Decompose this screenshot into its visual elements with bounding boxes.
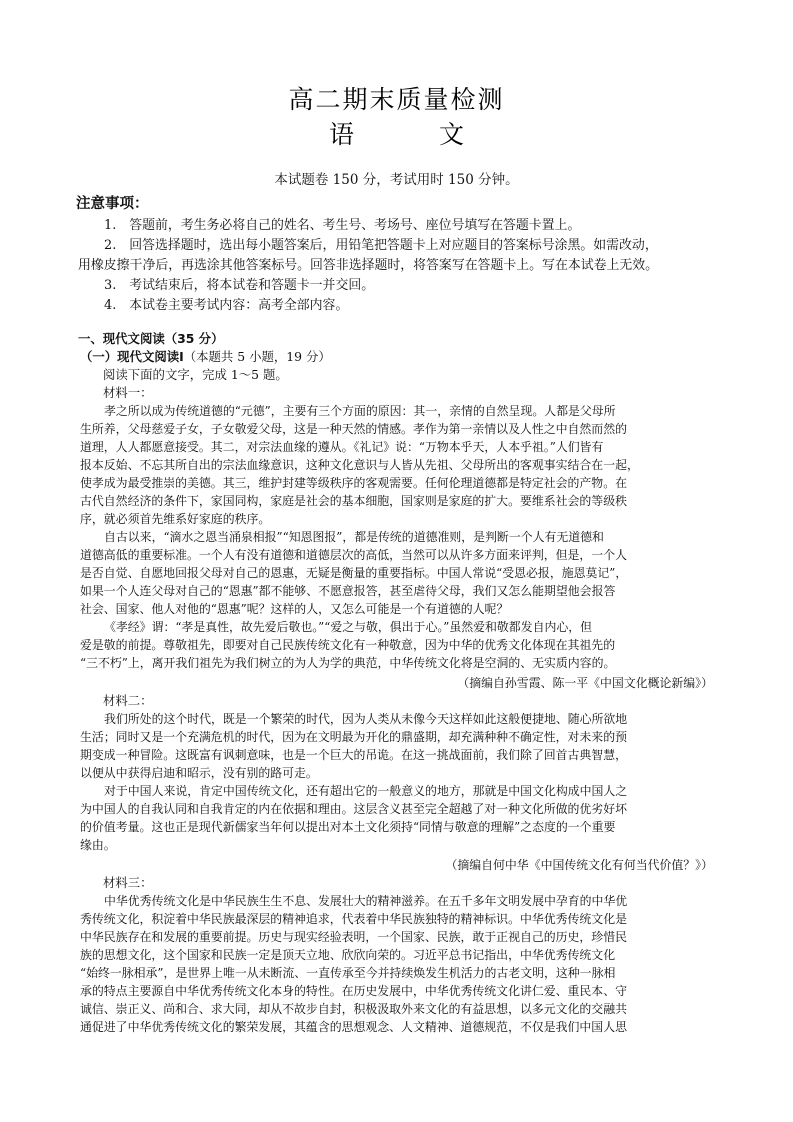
- notice-line: 1. 答题前，考生务必将自己的姓名、考生号、考场号、座位号填写在答题卡置上。: [104, 218, 581, 233]
- notice-line: 2. 回答选择题时，选出每小题答案后，用铅笔把答题卡上对应题目的答案标号涂黑。如需改动，: [104, 238, 658, 253]
- section-heading: 一、现代文阅读（35 分）: [78, 331, 224, 346]
- paragraph-line: 爱是敬的前提。尊敬祖先，即要对自己民族传统文化有一种敬意，因为中华的优秀文化体现在其祖先的: [80, 638, 616, 652]
- notice-line: 用橡皮擦干净后，再选涂其他答案标号。回答非选择题时，将答案写在答题卡上。写在本试卷上无效。: [78, 258, 659, 273]
- paragraph-line: “始终一脉相承”，是世界上唯一从未断流、一直传承至今并持续焕发生机活力的古老文明，这种一脉相: [80, 966, 616, 980]
- paragraph-line: 道德高低的重要标准。一个人有没有道德和道德层次的高低，当然可以从许多方面来评判，但是，一个人: [80, 548, 627, 562]
- paragraph-line: 自古以来，“滴水之恩当涌泉相报”“知恩图报”，都是传统的道德准则，是判断一个人有无道德和: [104, 530, 604, 544]
- paragraph-line: 秀传统文化，积淀着中华民族最深层的精神追求，代表着中华民族独特的精神标识。中华优秀传统文化是: [80, 912, 627, 926]
- sub-section-title: （一）现代文阅读Ⅰ: [80, 349, 184, 364]
- paragraph-line: 期变成一种冒险。这既富有讽刺意味，也是一个巨大的吊诡。在这一挑战面前，我们除了回首古典智慧，: [80, 748, 627, 762]
- exam-info: 本试题卷 150 分，考试用时 150 分钟。: [274, 172, 519, 188]
- paragraph-line: 如果一个人连父母对自己的“恩惠”都不能够、不愿意报答，甚至虐待父母，我们又怎么能期望他会报答: [80, 584, 616, 598]
- paragraph-line: 对于中国人来说，肯定中国传统文化，还有超出它的一般意义的地方，那就是中国文化构成中国人之: [104, 784, 628, 798]
- notice-heading: 注意事项：: [76, 196, 149, 212]
- paragraph-line: 我们所处的这个时代，既是一个繁荣的时代，因为人类从未像今天这样如此这般便捷地、随心所欲地: [104, 712, 628, 726]
- paragraph-line: 报本反始、不忘其所自出的宗法血缘意识，这种文化意识与人皆从先祖、父母所出的客观事实结合在一起，: [80, 458, 639, 472]
- reading-instruction: 阅读下面的文字，完成 1～5 题。: [103, 367, 288, 382]
- exam-title: 高二期末质量检测: [288, 85, 505, 114]
- paragraph-line: 诚信、崇正义、尚和合、求大同，却从不故步自封，积极汲取外来文化的有益思想，以多元文化的交融共: [80, 1002, 627, 1016]
- notice-line: 3. 考试结束后，将本试卷和答题卡一并交回。: [104, 278, 375, 293]
- source-citation: （摘编自何中华《中国传统文化有何当代价值？》）: [445, 858, 713, 872]
- paragraph-line: 是否自觉、自愿地回报父母对自己的恩惠，无疑是衡量的重要指标。中国人常说“受恩必报，施恩莫记”，: [80, 566, 628, 580]
- paragraph-line: 孝之所以成为传统道德的“元德”，主要有三个方面的原因：其一，亲情的自然呈现。人都是父母所: [104, 404, 616, 418]
- paragraph-line: 生所养，父母慈爱子女，子女敬爱父母，这是一种天然的情感。孝作为第一亲情以及人性之中自然而然的: [80, 422, 627, 436]
- material-label: 材料三：: [103, 875, 153, 890]
- paragraph-line: 族的思想文化，这个国家和民族一定是顶天立地、欣欣向荣的。习近平总书记指出，中华优秀传统文化: [80, 948, 616, 962]
- material-label: 材料二：: [103, 693, 153, 708]
- paragraph-line: 道理，人人都愿意接受。其二，对宗法血缘的遵从。《礼记》说：“万物本乎天，人本乎祖。”人们皆有: [80, 440, 604, 454]
- paragraph-line: 《孝经》谓：“孝是真性，故先爱后敬也。”“爱之与敬，俱出于心。”虽然爱和敬都发自内心，但: [104, 620, 593, 634]
- paragraph-line: 为中国人的自我认同和自我肯定的内在依据和理由。这层含义甚至完全超越了对一种文化所做的优劣好坏: [80, 802, 627, 816]
- paragraph-line: 的价值考量。这也正是现代新儒家当年何以提出对本土文化须持“同情与敬意的理解”之态度的一个重要: [80, 820, 616, 834]
- paragraph-line: “三不朽”上，离开我们祖先为我们树立的为人为学的典范，中华传统文化将是空洞的、无实质内容的。: [80, 656, 616, 670]
- paragraph-line: 使孝成为最受推崇的美德。其三，维护封建等级秩序的客观需要。任何伦理道德都是特定社会的产物。在: [80, 476, 627, 490]
- paragraph-line: 中华优秀传统文化是中华民族生生不息、发展壮大的精神滋养。在五千多年文明发展中孕育的中华优: [104, 894, 628, 908]
- paragraph-line: 序，就必须首先维系好家庭的秩序。: [80, 512, 271, 526]
- paragraph-line: 承的特点主要源自中华优秀传统文化本身的特性。在历史发展中，中华优秀传统文化讲仁爱、重民本、守: [80, 984, 627, 998]
- paragraph-line: 中华民族存在和发展的重要前提。历史与现实经验表明，一个国家、民族，敢于正视自己的历史，珍惜民: [80, 930, 627, 944]
- material-label: 材料一：: [103, 385, 153, 400]
- paragraph-line: 通促进了中华优秀传统文化的繁荣发展，其蕴含的思想观念、人文精神、道德规范，不仅是我们中国人思: [80, 1020, 627, 1034]
- sub-section-heading: [80, 348, 331, 366]
- paragraph-line: 生活；同时又是一个充满危机的时代，因为在文明最为开化的鼎盛期，却充满种种不确定性，对未来的预: [80, 730, 627, 744]
- paragraph-line: 以便从中获得启迪和昭示，没有别的路可走。: [80, 766, 318, 780]
- notice-line: 4. 本试卷主要考试内容：高考全部内容。: [104, 298, 349, 313]
- paragraph-line: 缘由。: [80, 838, 116, 852]
- source-citation: （摘编自孙雪霞、陈一平《中国文化概论新编》）: [457, 676, 713, 690]
- subject-title: 语 文: [328, 120, 494, 149]
- paragraph-line: 古代自然经济的条件下，家国同构，家庭是社会的基本细胞，国家则是家庭的扩大。要维系社会的等级秩: [80, 494, 627, 508]
- paragraph-line: 社会、国家、他人对他的“恩惠”呢？这样的人，又怎么可能是一个有道德的人呢？: [80, 602, 509, 616]
- sub-section-note: （本题共 5 小题，19 分）: [183, 349, 331, 364]
